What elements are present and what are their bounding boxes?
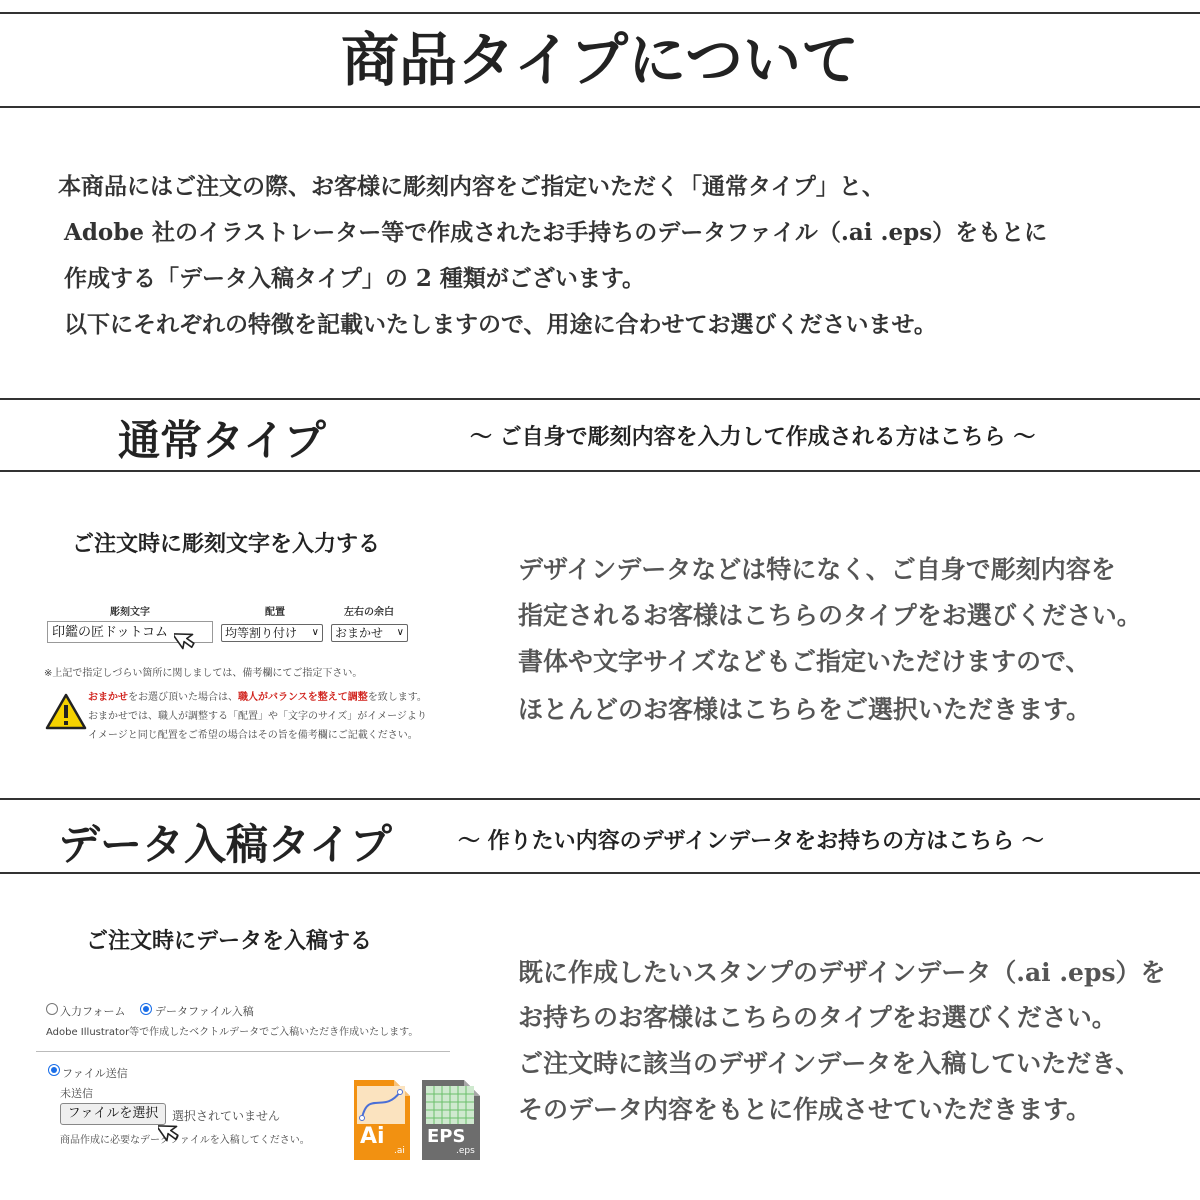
eps-ext-text: .eps [456,1146,475,1156]
no-file-selected: 選択されていません [172,1109,281,1123]
form-divider [36,1051,450,1052]
normal-desc-line-2: 指定されるお客様はこちらのタイプをお選びください。 [518,601,1142,630]
ai-ext-text: .ai [394,1146,405,1156]
radio-input-form[interactable] [46,1003,58,1015]
margin-select[interactable] [331,624,408,642]
data-bottom-rule [0,872,1200,874]
normal-bottom-rule [0,470,1200,472]
engrave-label: 彫刻文字 [110,607,150,618]
radio-file-send[interactable] [48,1064,60,1076]
intro-line-2: Adobe 社のイラストレーター等で作成されたお手持ちのデータファイル（.ai .eps）をもとに [64,219,1048,246]
pointer-cursor-icon [174,626,204,656]
send-status: 未送信 [60,1087,93,1100]
eps-icon-text: EPS [427,1126,466,1147]
margin-label: 左右の余白 [344,607,394,618]
eps-file-icon [422,1080,480,1160]
data-type-title: データ入稿タイプ [58,820,392,869]
data-top-rule [0,798,1200,800]
warn-emphasis-craftsman: 職人がバランスを整えて調整 [238,692,368,703]
chevron-down-icon: ∨ [311,627,319,638]
data-desc-line-2: お持ちのお客様はこちらのタイプをお選びください。 [518,1003,1117,1032]
normal-type-subtitle: ～ ご自身で彫刻内容を入力して作成される方はこちら ～ [470,424,1036,450]
warn-emphasis-omakase: おまかせ [88,692,128,703]
radio-data-file-label: データファイル入稿 [155,1005,254,1018]
data-type-subtitle: ～ 作りたい内容のデザインデータをお持ちの方はこちら ～ [458,828,1044,854]
data-panel-heading: ご注文時にデータを入稿する [86,928,373,954]
warning-line-2: おまかせでは、職人が調整する「配置」や「文字のサイズ」がイメージより [88,711,427,722]
page-title: 商品タイプについて [341,26,859,94]
title-bottom-rule [0,106,1200,108]
data-desc-line-4: そのデータ内容をもとに作成させていただきます。 [518,1095,1092,1124]
pointer-cursor-icon [158,1118,188,1148]
normal-top-rule [0,398,1200,400]
layout-label: 配置 [265,607,285,618]
data-desc-line-3: ご注文時に該当のデザインデータを入稿していただき、 [518,1049,1141,1078]
intro-line-3: 作成する「データ入稿タイプ」の 2 種類がございます。 [64,265,646,292]
warn-text-b: を致します。 [367,692,427,703]
ai-icon-text: Ai [360,1124,385,1149]
intro-line-1: 本商品にはご注文の際、お客様に彫刻内容をご指定いただく「通常タイプ」と、 [58,173,885,200]
normal-desc-line-4: ほとんどのお客様はこちらをご選択いただきます。 [518,695,1092,724]
chevron-down-icon: ∨ [396,627,404,638]
ai-file-icon [354,1080,410,1160]
warning-line-3: イメージと同じ配置をご希望の場合はその旨を備考欄にご記載ください。 [88,730,418,741]
normal-desc-line-3: 書体や文字サイズなどもご指定いただけますので、 [518,647,1091,676]
data-desc-line-1: 既に作成したいスタンプのデザインデータ（.ai .eps）を [518,958,1166,987]
normal-desc-line-1: デザインデータなどは特になく、ご自身で彫刻内容を [518,555,1116,584]
top-rule [0,12,1200,14]
warning-icon [44,692,88,732]
radio-input-form-label: 入力フォーム [60,1005,126,1018]
engrave-text-input[interactable]: 印鑑の匠ドットコム [47,621,213,643]
layout-select[interactable] [221,624,323,642]
file-help-text: 商品作成に必要なデータファイルを入稿してください。 [60,1135,310,1146]
form-note: ※上記で指定しづらい箇所に関しましては、備考欄にてご指定下さい。 [44,668,363,679]
file-send-label: ファイル送信 [62,1067,128,1080]
warning-line-1 [88,688,427,703]
intro-line-4: 以下にそれぞれの特徴を記載いたしますので、用途に合わせてお選びくださいませ。 [64,311,937,338]
margin-select-value: おまかせ [335,626,384,640]
normal-panel-heading: ご注文時に彫刻文字を入力する [72,531,381,557]
normal-type-title: 通常タイプ [118,416,326,465]
layout-select-value: 均等割り付け [225,626,298,640]
warn-text-a: をお選び頂いた場合は、 [128,692,238,703]
choose-file-button[interactable]: ファイルを選択 [60,1103,166,1125]
data-info: Adobe Illustrator等で作成したベクトルデータでご入稿いただき作成いたします。 [46,1027,419,1038]
radio-data-file[interactable] [140,1003,152,1015]
